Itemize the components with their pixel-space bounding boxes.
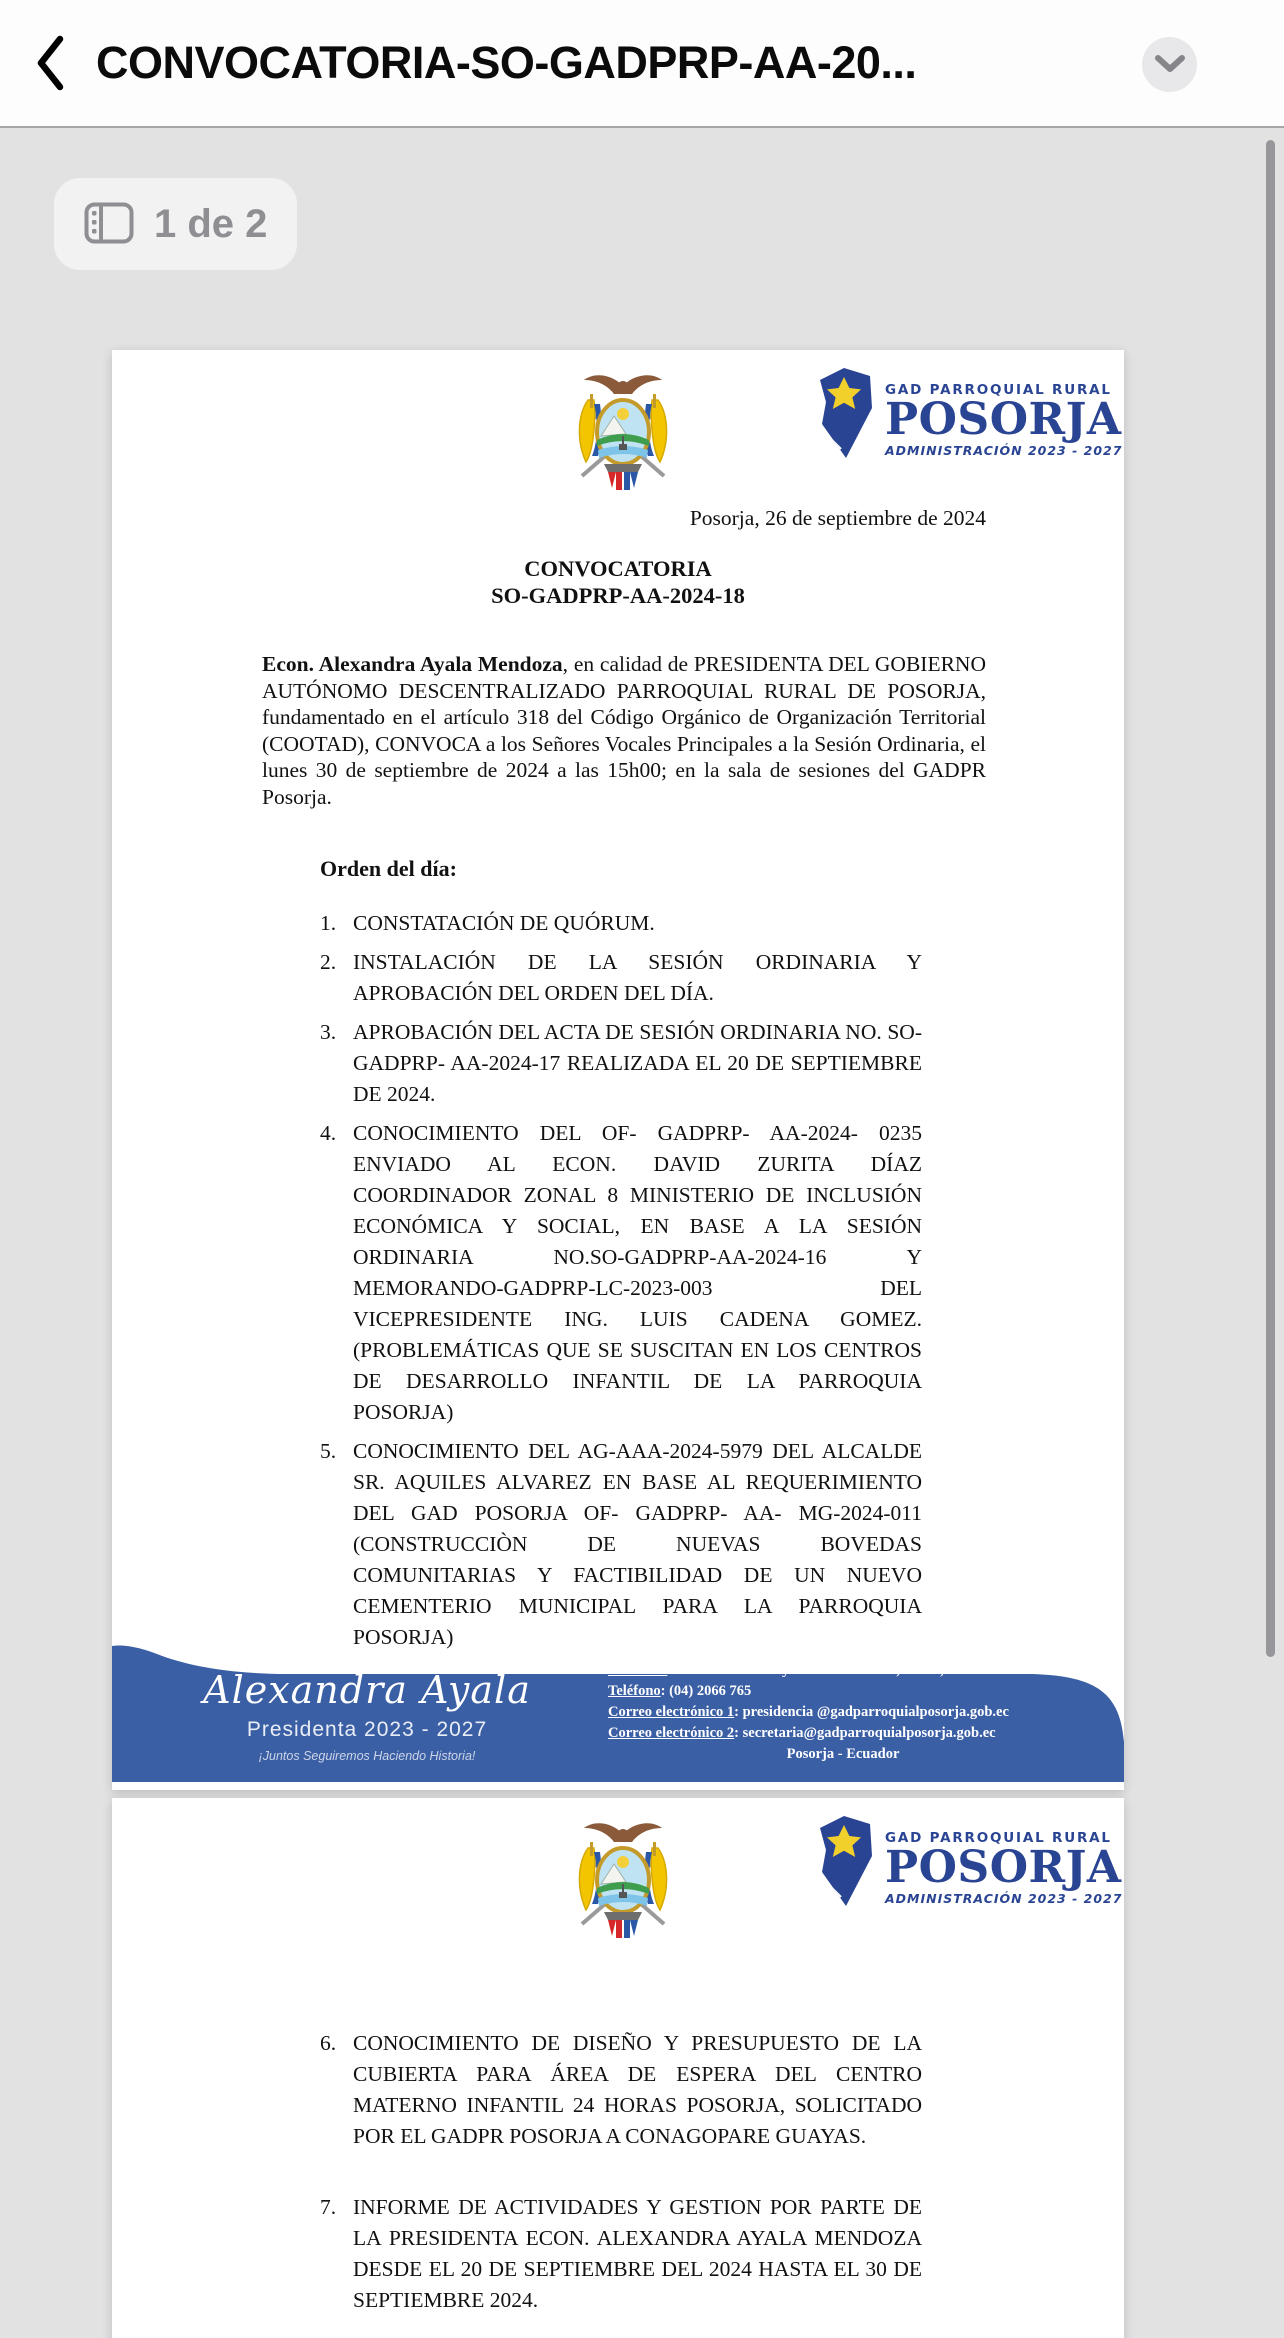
intro-name: Econ. Alexandra Ayala Mendoza bbox=[262, 652, 563, 676]
president-signature: Alexandra Ayala bbox=[203, 1668, 531, 1712]
agenda-item: 3. APROBACIÓN DEL ACTA DE SESIÓN ORDINARIA NO. SO-GADPRP- AA-2024-17 REALIZADA EL 20 DE SEPTIEMBRE DE 2024. bbox=[320, 1020, 922, 1106]
page-indicator-label: 1 de 2 bbox=[154, 201, 268, 246]
title-line-1: CONVOCATORIA bbox=[524, 556, 712, 581]
pdf-page-2 bbox=[112, 1798, 1124, 2338]
chevron-left-icon bbox=[34, 34, 66, 95]
brand-name: POSORJA bbox=[885, 394, 1122, 445]
agenda-item: 1. CONSTATACIÓN DE QUÓRUM. bbox=[320, 911, 655, 935]
page-indicator-button[interactable] bbox=[54, 178, 297, 270]
footer-slogan: ¡Juntos Seguiremos Haciendo Historia! bbox=[258, 1749, 476, 1763]
back-button[interactable] bbox=[34, 0, 66, 128]
pdf-page-1 bbox=[112, 350, 1124, 1790]
agenda-item: 2. INSTALACIÓN DE LA SESIÓN ORDINARIA Y APROBACIÓN DEL ORDEN DEL DÍA. bbox=[320, 950, 922, 1005]
thumbnails-sidebar-icon bbox=[84, 202, 134, 247]
posorja-logo bbox=[810, 1814, 1122, 1913]
footer-contact-block bbox=[608, 1660, 1078, 1765]
location-line: Posorja - Ecuador bbox=[786, 1746, 900, 1762]
scrollbar[interactable] bbox=[1266, 140, 1275, 1657]
brand-tagline: GAD PARROQUIAL RURAL bbox=[885, 1830, 1112, 1846]
agenda-item: 4. CONOCIMIENTO DEL OF- GADPRP- AA-2024- 0235 ENVIADO AL ECON. DAVID ZURITA DÍAZ COORDINADOR ZONAL 8 MINISTERIO DE INCLUSIÓN ECONÓMICA Y SOCIAL, EN BASE A LA SESIÓN ORDINARIA NO.SO-GADPRP-AA-2024-16 Y MEMORANDO-GADPRP-LC-2023-003 DEL VICEPRESIDENTE ING. LUIS CADENA GOMEZ. (PROBLEMÁTICAS QUE SE SUSCITAN EN LOS CENTROS DE DESARROLLO INFANTIL DE LA PARROQUIA POSORJA) bbox=[320, 1121, 922, 1424]
document-letterhead bbox=[112, 350, 1124, 500]
ecuador-coat-of-arms-icon bbox=[564, 370, 682, 497]
agenda-list-page2 bbox=[112, 2028, 1124, 2316]
email1-line: Correo electrónico 1: presidencia @gadparroquialposorja.gob.ec bbox=[608, 1704, 1009, 1720]
footer-band bbox=[112, 1642, 1124, 1782]
navbar bbox=[0, 0, 1284, 128]
brand-tagline: GAD PARROQUIAL RURAL bbox=[885, 382, 1112, 398]
title-line-2: SO-GADPRP-AA-2024-18 bbox=[491, 583, 745, 608]
address-line: Dirección: Calle 25 de Julio y Natividad Flores, mz 27, solar 2. bbox=[608, 1662, 993, 1678]
agenda-list-page1 bbox=[112, 908, 1124, 1653]
intro-paragraph: Econ. Alexandra Ayala Mendoza, en calidad de PRESIDENTA DEL GOBIERNO AUTÓNOMO DESCENTRALIZADO PARROQUIAL RURAL DE POSORJA, fundamentado en el artículo 318 del Código Orgánico de Organización Territorial (COOTAD), CONVOCA a los Señores Vocales Principales a la Sesión Ordinaria, el lunes 30 de septiembre de 2024 a las 15h00; en la sala de sesiones del GADPR Posorja. bbox=[262, 652, 986, 809]
email2-line: Correo electrónico 2: secretaria@gadparroquialposorja.gob.ec bbox=[608, 1725, 996, 1741]
agenda-item: 5. CONOCIMIENTO DEL AG-AAA-2024-5979 DEL ALCALDE SR. AQUILES ALVAREZ EN BASE AL REQUERIMIENTO DEL GAD POSORJA OF- GADPRP- AA- MG-2024-011 (CONSTRUCCIÒN DE NUEVAS BOVEDAS COMUNITARIAS Y FACTIBILIDAD DE UN NUEVO CEMENTERIO MUNICIPAL PARA LA PARROQUIA POSORJA) bbox=[320, 1439, 922, 1649]
orden-del-dia-heading: Orden del día: bbox=[320, 856, 457, 881]
date-line: Posorja, 26 de septiembre de 2024 bbox=[689, 506, 986, 530]
ecuador-coat-of-arms-icon bbox=[564, 1818, 682, 1945]
phone-line: Teléfono: (04) 2066 765 bbox=[608, 1683, 752, 1699]
posorja-shield-icon bbox=[810, 366, 876, 465]
brand-administration: ADMINISTRACIÓN 2023 - 2027 bbox=[885, 1890, 1123, 1906]
posorja-shield-icon bbox=[810, 1814, 876, 1913]
president-role: Presidenta 2023 - 2027 bbox=[246, 1718, 488, 1741]
brand-name: POSORJA bbox=[885, 1842, 1122, 1893]
title-menu-button[interactable] bbox=[1142, 37, 1197, 92]
convocatoria-title bbox=[112, 555, 1124, 609]
posorja-logo bbox=[810, 366, 1122, 465]
agenda-item: 7. INFORME DE ACTIVIDADES Y GESTION POR PARTE DE LA PRESIDENTA ECON. ALEXANDRA AYALA MENDOZA DESDE EL 20 DE SEPTIEMBRE DEL 2024 HASTA EL 30 DE SEPTIEMBRE 2024. bbox=[320, 2195, 922, 2312]
document-title: CONVOCATORIA-SO-GADPRP-AA-20... bbox=[96, 37, 917, 88]
agenda-item: 6. CONOCIMIENTO DE DISEÑO Y PRESUPUESTO DE LA CUBIERTA PARA ÁREA DE ESPERA DEL CENTRO MATERNO INFANTIL 24 HORAS POSORJA, SOLICITADO POR EL GADPR POSORJA A CONAGOPARE GUAYAS. bbox=[320, 2031, 922, 2148]
pdf-viewer[interactable] bbox=[0, 128, 1284, 2338]
chevron-down-icon bbox=[1153, 53, 1187, 77]
brand-administration: ADMINISTRACIÓN 2023 - 2027 bbox=[885, 442, 1123, 458]
document-letterhead bbox=[112, 1798, 1124, 1948]
